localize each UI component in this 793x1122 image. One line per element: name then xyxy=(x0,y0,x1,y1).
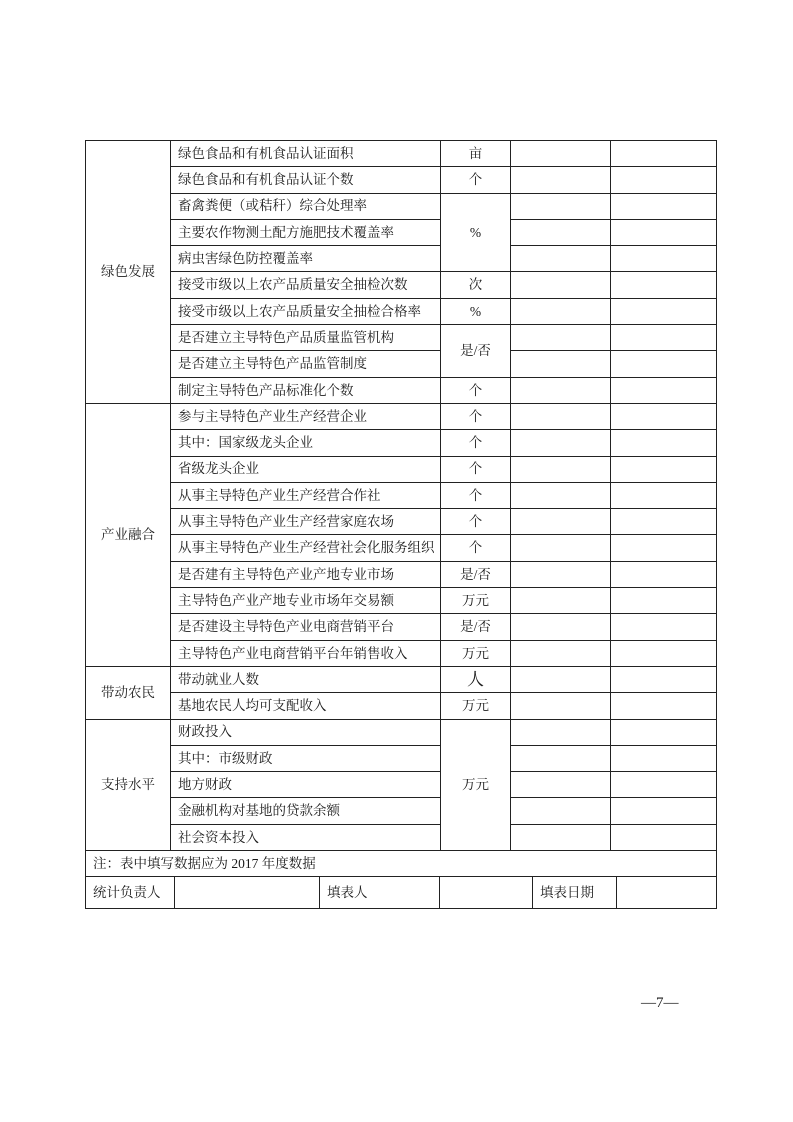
unit-cell: 万元 xyxy=(441,588,511,614)
indicator-name: 是否建立主导特色产品质量监管机构 xyxy=(171,325,441,351)
fill-date-label: 填表日期 xyxy=(533,877,617,908)
data-cell xyxy=(511,509,611,535)
table-row xyxy=(86,588,717,614)
data-cell xyxy=(511,588,611,614)
table-row xyxy=(86,377,717,403)
data-cell xyxy=(511,430,611,456)
data-cell xyxy=(611,193,717,219)
form-filler-value-cell xyxy=(440,877,533,908)
data-cell xyxy=(511,719,611,745)
page-number: —7— xyxy=(641,995,679,1011)
indicator-name: 是否建设主导特色产业电商营销平台 xyxy=(171,614,441,640)
note-text: 注：表中填写数据应为 2017 年度数据 xyxy=(86,851,717,877)
unit-cell: 个 xyxy=(441,430,511,456)
signature-cells xyxy=(86,877,716,908)
table-row xyxy=(86,430,717,456)
data-cell xyxy=(611,482,717,508)
data-cell xyxy=(611,588,717,614)
data-cell xyxy=(611,666,717,692)
data-cell xyxy=(511,745,611,771)
data-cell xyxy=(611,141,717,167)
indicator-name: 省级龙头企业 xyxy=(171,456,441,482)
data-cell xyxy=(611,246,717,272)
unit-cell: 是/否 xyxy=(441,561,511,587)
data-cell xyxy=(511,772,611,798)
unit-cell: 是/否 xyxy=(441,614,511,640)
data-cell xyxy=(511,456,611,482)
data-cell xyxy=(611,509,717,535)
unit-cell: 个 xyxy=(441,535,511,561)
table-row xyxy=(86,482,717,508)
data-cell xyxy=(511,272,611,298)
indicator-name: 接受市级以上农产品质量安全抽检次数 xyxy=(171,272,441,298)
data-cell xyxy=(611,351,717,377)
data-cell xyxy=(511,640,611,666)
data-cell xyxy=(511,325,611,351)
indicator-name: 带动就业人数 xyxy=(171,666,441,692)
data-cell xyxy=(511,246,611,272)
unit-cell: 个 xyxy=(441,377,511,403)
indicator-name: 绿色食品和有机食品认证个数 xyxy=(171,167,441,193)
indicator-name: 基地农民人均可支配收入 xyxy=(171,693,441,719)
indicator-name: 地方财政 xyxy=(171,772,441,798)
table-row xyxy=(86,719,717,745)
data-cell xyxy=(611,772,717,798)
section-category: 支持水平 xyxy=(86,719,171,850)
form-filler-label: 填表人 xyxy=(320,877,440,908)
data-cell xyxy=(511,193,611,219)
unit-cell: 万元 xyxy=(441,640,511,666)
signature-row xyxy=(86,877,717,909)
indicator-name: 参与主导特色产业生产经营企业 xyxy=(171,403,441,429)
indicator-name: 社会资本投入 xyxy=(171,824,441,850)
table-row xyxy=(86,535,717,561)
data-cell xyxy=(511,141,611,167)
data-cell xyxy=(611,325,717,351)
unit-cell: 是/否 xyxy=(441,325,511,378)
table-row xyxy=(86,325,717,351)
unit-cell: 个 xyxy=(441,456,511,482)
table-row xyxy=(86,509,717,535)
indicator-name: 接受市级以上农产品质量安全抽检合格率 xyxy=(171,298,441,324)
table-row xyxy=(86,193,717,219)
table-row xyxy=(86,614,717,640)
table-row xyxy=(86,561,717,587)
data-cell xyxy=(511,377,611,403)
table-row xyxy=(86,167,717,193)
data-cell xyxy=(511,351,611,377)
unit-cell: 亩 xyxy=(441,141,511,167)
indicator-name: 主要农作物测土配方施肥技术覆盖率 xyxy=(171,219,441,245)
unit-cell: 个 xyxy=(441,167,511,193)
data-cell xyxy=(611,693,717,719)
indicator-name: 其中：市级财政 xyxy=(171,745,441,771)
table-row xyxy=(86,456,717,482)
data-cell xyxy=(511,535,611,561)
indicator-name: 金融机构对基地的贷款余额 xyxy=(171,798,441,824)
table-row xyxy=(86,219,717,245)
data-cell xyxy=(511,219,611,245)
unit-cell: % xyxy=(441,193,511,272)
data-cell xyxy=(611,298,717,324)
data-cell xyxy=(511,482,611,508)
data-cell xyxy=(611,719,717,745)
section-category: 产业融合 xyxy=(86,403,171,666)
indicator-name: 主导特色产业电商营销平台年销售收入 xyxy=(171,640,441,666)
data-cell xyxy=(511,167,611,193)
data-cell xyxy=(511,298,611,324)
table-row xyxy=(86,798,717,824)
indicator-name: 从事主导特色产业生产经营合作社 xyxy=(171,482,441,508)
table-row xyxy=(86,246,717,272)
unit-cell: % xyxy=(441,298,511,324)
data-cell xyxy=(611,403,717,429)
table-row xyxy=(86,272,717,298)
data-cell xyxy=(611,745,717,771)
data-cell xyxy=(511,403,611,429)
data-cell xyxy=(611,798,717,824)
data-cell xyxy=(511,798,611,824)
data-cell xyxy=(611,272,717,298)
indicator-table xyxy=(85,140,717,909)
data-cell xyxy=(511,666,611,692)
data-cell xyxy=(611,219,717,245)
table-row xyxy=(86,693,717,719)
unit-cell: 个 xyxy=(441,509,511,535)
unit-cell: 万元 xyxy=(441,693,511,719)
indicator-name: 从事主导特色产业生产经营家庭农场 xyxy=(171,509,441,535)
stat-leader-value-cell xyxy=(175,877,320,908)
stat-leader-label: 统计负责人 xyxy=(86,877,175,908)
table-row xyxy=(86,403,717,429)
table-row xyxy=(86,824,717,850)
data-cell xyxy=(611,561,717,587)
data-cell xyxy=(611,167,717,193)
data-cell xyxy=(611,614,717,640)
data-cell xyxy=(611,824,717,850)
unit-cell: 人 xyxy=(441,666,511,692)
indicator-name: 从事主导特色产业生产经营社会化服务组织 xyxy=(171,535,441,561)
statistics-form xyxy=(85,140,717,909)
indicator-name: 主导特色产业产地专业市场年交易额 xyxy=(171,588,441,614)
data-cell xyxy=(611,430,717,456)
note-row xyxy=(86,851,717,877)
indicator-name: 财政投入 xyxy=(171,719,441,745)
indicator-name: 其中：国家级龙头企业 xyxy=(171,430,441,456)
data-cell xyxy=(511,561,611,587)
section-category: 绿色发展 xyxy=(86,141,171,404)
fill-date-value-cell xyxy=(617,877,716,908)
unit-cell: 万元 xyxy=(441,719,511,850)
table-row xyxy=(86,141,717,167)
unit-cell: 个 xyxy=(441,482,511,508)
data-cell xyxy=(511,824,611,850)
data-cell xyxy=(511,693,611,719)
table-row xyxy=(86,772,717,798)
indicator-name: 绿色食品和有机食品认证面积 xyxy=(171,141,441,167)
data-cell xyxy=(611,456,717,482)
indicator-name: 是否建立主导特色产品监管制度 xyxy=(171,351,441,377)
indicator-name: 畜禽粪便（或秸秆）综合处理率 xyxy=(171,193,441,219)
data-cell xyxy=(611,535,717,561)
table-row xyxy=(86,298,717,324)
data-cell xyxy=(511,614,611,640)
table-row xyxy=(86,351,717,377)
unit-cell: 次 xyxy=(441,272,511,298)
indicator-name: 制定主导特色产品标准化个数 xyxy=(171,377,441,403)
data-cell xyxy=(611,640,717,666)
table-row xyxy=(86,745,717,771)
unit-cell: 个 xyxy=(441,403,511,429)
data-cell xyxy=(611,377,717,403)
table-row xyxy=(86,640,717,666)
indicator-name: 病虫害绿色防控覆盖率 xyxy=(171,246,441,272)
indicator-name: 是否建有主导特色产业产地专业市场 xyxy=(171,561,441,587)
section-category: 带动农民 xyxy=(86,666,171,719)
table-row xyxy=(86,666,717,692)
